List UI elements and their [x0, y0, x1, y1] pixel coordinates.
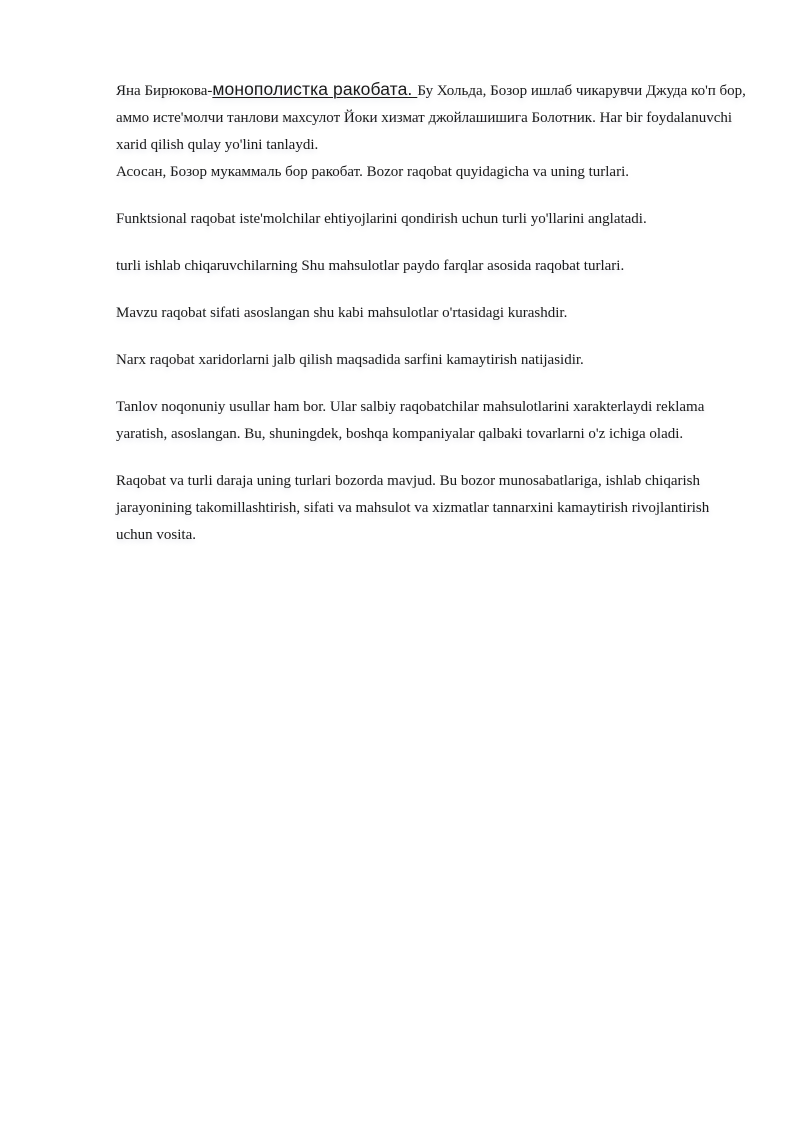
- paragraph-4: Mavzu raqobat sifati asoslangan shu kabi mahsulotlar o'rtasidagi kurashdir.: [116, 305, 568, 321]
- document-body: [116, 76, 746, 569]
- intro-rest: Бу Хольда, Бозор ишлаб чикарувчи Джуда ко'п бор, аммо исте'молчи танлови махсулот Йоки хизмат джойлашишига Болотник. Har bir foydalanuvchi xarid qilish qulay yo'lini tanlaydi.: [116, 83, 746, 153]
- paragraph-1: Асосан, Бозор мукаммаль бор ракобат. Bozor raqobat quyidagicha va uning turlari.: [116, 164, 629, 180]
- paragraph-2: Funktsional raqobat iste'molchilar ehtiyojlarini qondirish uchun turli yo'llarini anglatadi.: [116, 211, 647, 227]
- paragraph-7: Raqobat va turli daraja uning turlari bozorda mavjud. Bu bozor munosabatlariga, ishlab chiqarish jarayonining takomillashtirish, sifati va mahsulot va xizmatlar tannarxini kamaytirish rivojlantirish uchun vosita.: [116, 473, 710, 543]
- intro-lead-title: монополистка ракобата.: [212, 79, 418, 99]
- paragraph-6: Tanlov noqonuniy usullar ham bor. Ular salbiy raqobatchilar mahsulotlarini xarakterlaydi reklama yaratish, asoslangan. Bu, shuningdek, boshqa kompaniyalar qalbaki tovarlarni o'z ichiga oladi.: [116, 399, 705, 442]
- intro-paragraph: [116, 76, 746, 159]
- paragraph-5: Narx raqobat xaridorlarni jalb qilish maqsadida sarfini kamaytirish natijasidir.: [116, 352, 584, 368]
- intro-lead-small: Яна Бирюкова-: [116, 83, 213, 99]
- paragraph-3: turli ishlab chiqaruvchilarning Shu mahsulotlar paydo farqlar asosida raqobat turlari.: [116, 258, 625, 274]
